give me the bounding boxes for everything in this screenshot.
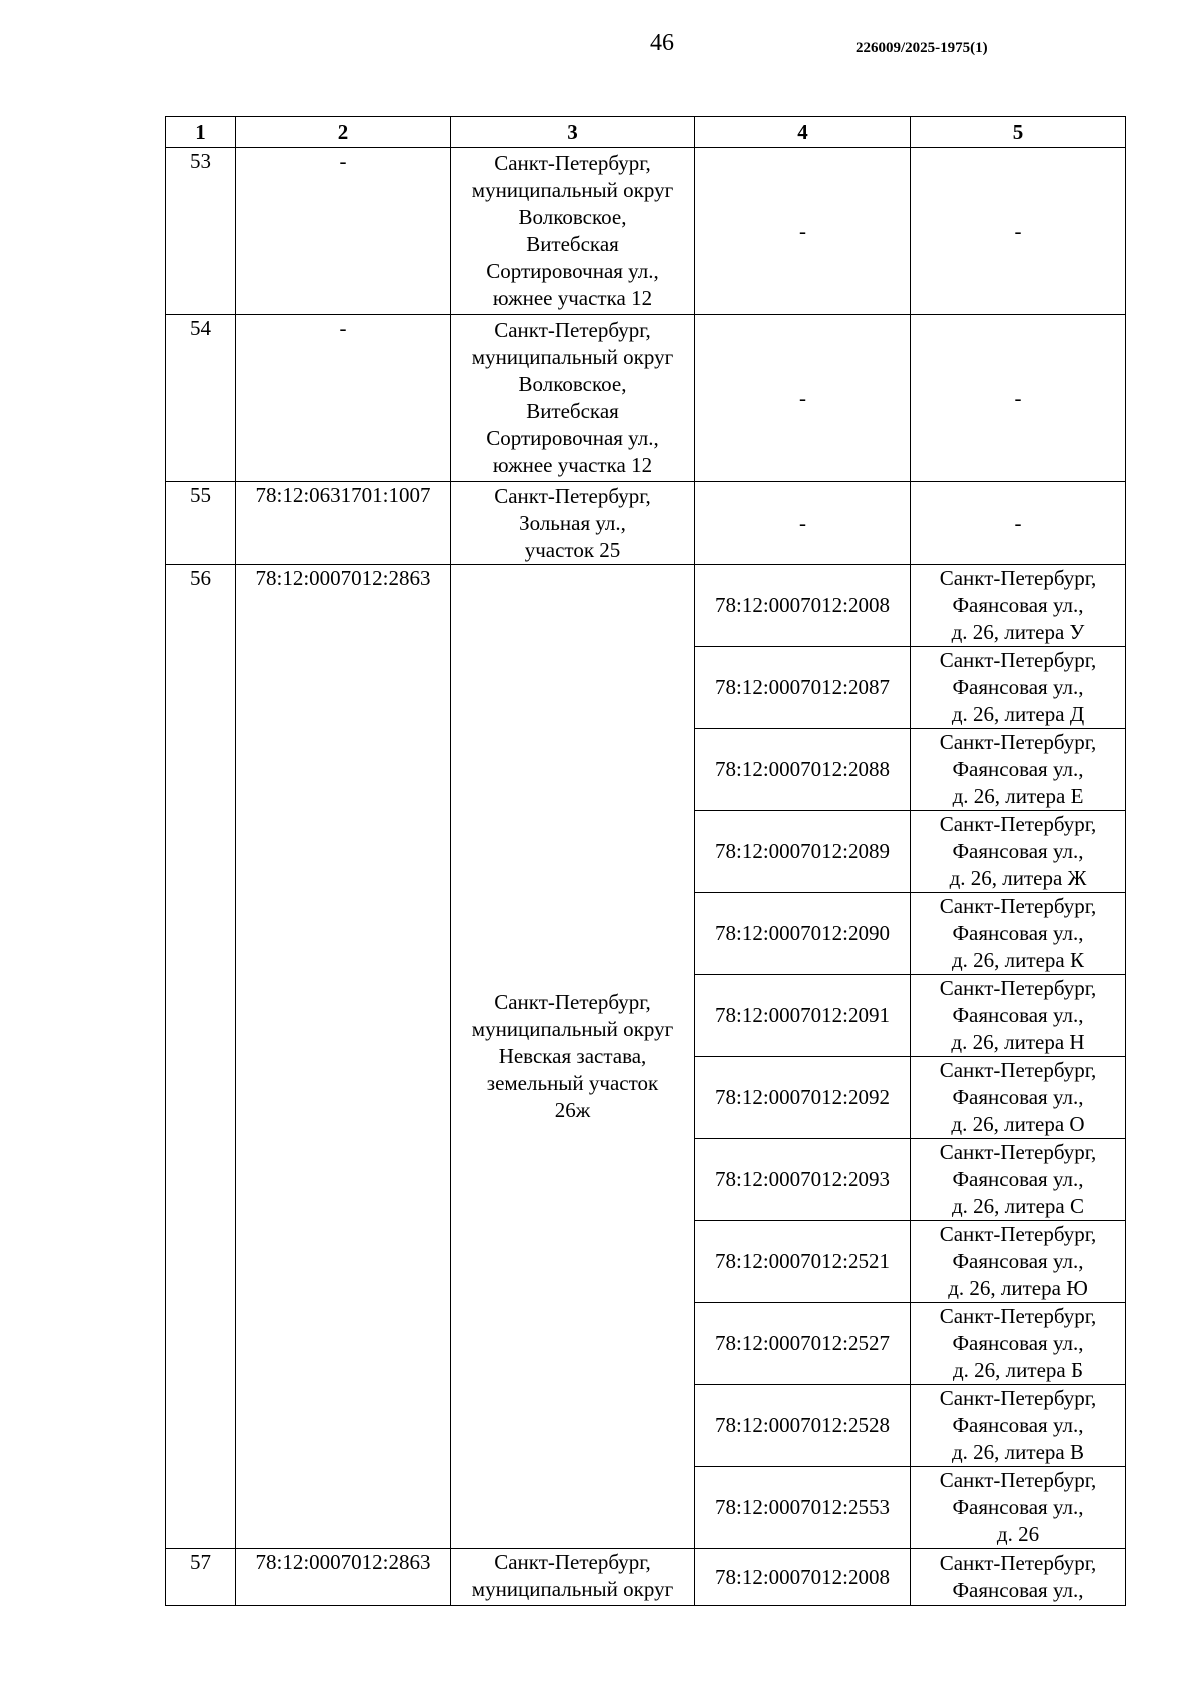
cell-line: д. 26, литера К <box>952 948 1084 972</box>
cell-line: Волковское, <box>518 372 627 396</box>
object-cadastral-number: 78:12:0007012:2088 <box>695 729 911 811</box>
object-address <box>911 975 1126 1057</box>
cell-line: Санкт-Петербург, <box>494 151 651 175</box>
table-row <box>166 315 1126 482</box>
cell-line: Фаянсовая ул., <box>952 1249 1084 1273</box>
cell-line: Санкт-Петербург, <box>939 1551 1097 1575</box>
cell-line: д. 26, литера Д <box>951 702 1085 726</box>
table-row <box>166 1549 1126 1606</box>
table-row <box>166 482 1126 565</box>
cell-line: участок 25 <box>524 537 621 562</box>
cell-line: Фаянсовая ул., <box>952 1413 1084 1437</box>
land-address <box>451 482 695 565</box>
cell-line: Санкт-Петербург, <box>939 1304 1097 1328</box>
cell-line: Санкт-Петербург, <box>939 1386 1097 1410</box>
object-address <box>911 811 1126 893</box>
object-cadastral-number: 78:12:0007012:2528 <box>695 1385 911 1467</box>
cell-line: Санкт-Петербург, <box>939 894 1097 918</box>
cell-line: д. 26, литера Н <box>951 1030 1085 1054</box>
cell-line: Санкт-Петербург, <box>939 730 1097 754</box>
cell-line: Фаянсовая ул., <box>952 757 1084 781</box>
column-header: 1 <box>166 117 236 148</box>
cell-line: Санкт-Петербург, <box>939 1468 1097 1492</box>
cell-line: Санкт-Петербург, <box>494 318 651 342</box>
object-cadastral-number: - <box>695 482 911 565</box>
object-cadastral-number: 78:12:0007012:2090 <box>695 893 911 975</box>
registry-table <box>165 116 1126 1606</box>
cell-line: 26ж <box>554 1098 591 1122</box>
cell-line: Фаянсовая ул., <box>952 921 1084 945</box>
land-cadastral-number: 78:12:0007012:2863 <box>236 565 451 1549</box>
object-cadastral-number: - <box>695 148 911 315</box>
cell-line: д. 26, литера С <box>952 1194 1084 1218</box>
table-body <box>166 148 1126 1606</box>
row-number: 53 <box>166 148 236 315</box>
object-cadastral-number: 78:12:0007012:2527 <box>695 1303 911 1385</box>
cell-line: Фаянсовая ул., <box>952 593 1084 617</box>
cell-line: Волковское, <box>518 205 627 229</box>
object-cadastral-number: 78:12:0007012:2553 <box>695 1467 911 1549</box>
cell-line: муниципальный округ <box>471 178 674 202</box>
land-address <box>451 148 695 315</box>
cell-line: Санкт-Петербург, <box>939 1058 1097 1082</box>
object-address <box>911 315 1126 482</box>
object-address <box>911 1549 1126 1606</box>
object-cadastral-number: 78:12:0007012:2091 <box>695 975 911 1057</box>
land-cadastral-number: - <box>236 148 451 315</box>
object-address <box>911 1057 1126 1139</box>
land-address <box>451 565 695 1549</box>
object-address <box>911 565 1126 647</box>
object-cadastral-number: 78:12:0007012:2089 <box>695 811 911 893</box>
column-header: 2 <box>236 117 451 148</box>
cell-line: земельный участок <box>486 1071 659 1095</box>
object-cadastral-number: 78:12:0007012:2093 <box>695 1139 911 1221</box>
object-address <box>911 1221 1126 1303</box>
cell-line: Витебская <box>526 232 619 256</box>
cell-line: Витебская <box>526 399 619 423</box>
object-address <box>911 647 1126 729</box>
cell-line: южнее участка 12 <box>492 453 653 477</box>
cell-line: д. 26, литера Ж <box>949 866 1087 890</box>
cell-line: - <box>1014 218 1022 243</box>
cell-line: Санкт-Петербург, <box>939 648 1097 672</box>
row-number: 56 <box>166 565 236 1549</box>
cell-line: д. 26, литера Б <box>952 1358 1084 1382</box>
row-number: 54 <box>166 315 236 482</box>
cell-line: Санкт-Петербург, <box>939 566 1097 590</box>
cell-line: Фаянсовая ул., <box>952 1085 1084 1109</box>
table-row <box>166 565 1126 647</box>
cell-line: Санкт-Петербург, <box>939 812 1097 836</box>
cell-line: Зольная ул., <box>519 510 626 535</box>
cell-line: Санкт-Петербург, <box>494 483 651 508</box>
object-cadastral-number: 78:12:0007012:2087 <box>695 647 911 729</box>
cell-line: муниципальный округ <box>471 1577 674 1601</box>
cell-line: д. 26, литера Ю <box>948 1276 1088 1300</box>
cell-line: - <box>1014 510 1022 535</box>
cell-line: муниципальный округ <box>471 1017 674 1041</box>
cell-line: южнее участка 12 <box>492 286 653 310</box>
column-header: 3 <box>451 117 695 148</box>
column-header: 4 <box>695 117 911 148</box>
cell-line: Фаянсовая ул., <box>952 1495 1084 1519</box>
object-cadastral-number: 78:12:0007012:2521 <box>695 1221 911 1303</box>
cell-line: д. 26, литера У <box>951 620 1085 644</box>
cell-line: Фаянсовая ул., <box>952 1578 1084 1602</box>
cell-line: Сортировочная ул., <box>486 426 659 450</box>
object-address <box>911 1467 1126 1549</box>
land-address <box>451 315 695 482</box>
cell-line: Фаянсовая ул., <box>952 1003 1084 1027</box>
object-cadastral-number: - <box>695 315 911 482</box>
cell-line: д. 26, литера О <box>951 1112 1085 1136</box>
table-row <box>166 148 1126 315</box>
cell-line: Фаянсовая ул., <box>952 675 1084 699</box>
object-address <box>911 148 1126 315</box>
object-address <box>911 482 1126 565</box>
object-address <box>911 1139 1126 1221</box>
object-cadastral-number: 78:12:0007012:2092 <box>695 1057 911 1139</box>
cell-line: Фаянсовая ул., <box>952 839 1084 863</box>
land-cadastral-number: 78:12:0631701:1007 <box>236 482 451 565</box>
cell-line: д. 26, литера В <box>952 1440 1084 1464</box>
cell-line: Санкт-Петербург, <box>939 1222 1097 1246</box>
object-cadastral-number: 78:12:0007012:2008 <box>695 1549 911 1606</box>
object-cadastral-number: 78:12:0007012:2008 <box>695 565 911 647</box>
object-address <box>911 729 1126 811</box>
cell-line: Санкт-Петербург, <box>494 1550 651 1574</box>
cell-line: д. 26, литера Е <box>952 784 1084 808</box>
cell-line: д. 26 <box>996 1522 1040 1546</box>
land-address <box>451 1549 695 1606</box>
object-address <box>911 1385 1126 1467</box>
cell-line: Сортировочная ул., <box>486 259 659 283</box>
land-cadastral-number: 78:12:0007012:2863 <box>236 1549 451 1606</box>
document-number: 226009/2025-1975(1) <box>856 40 988 56</box>
object-address <box>911 893 1126 975</box>
page-number: 46 <box>650 30 674 56</box>
cell-line: Фаянсовая ул., <box>952 1167 1084 1191</box>
cell-line: Санкт-Петербург, <box>939 976 1097 1000</box>
cell-line: - <box>1014 385 1022 410</box>
column-header: 5 <box>911 117 1126 148</box>
cell-line: муниципальный округ <box>471 345 674 369</box>
table-header-row <box>166 117 1126 148</box>
object-address <box>911 1303 1126 1385</box>
cell-line: Фаянсовая ул., <box>952 1331 1084 1355</box>
row-number: 57 <box>166 1549 236 1606</box>
cell-line: Санкт-Петербург, <box>939 1140 1097 1164</box>
cell-line: Санкт-Петербург, <box>494 990 651 1014</box>
land-cadastral-number: - <box>236 315 451 482</box>
cell-line: Невская застава, <box>498 1044 647 1068</box>
row-number: 55 <box>166 482 236 565</box>
